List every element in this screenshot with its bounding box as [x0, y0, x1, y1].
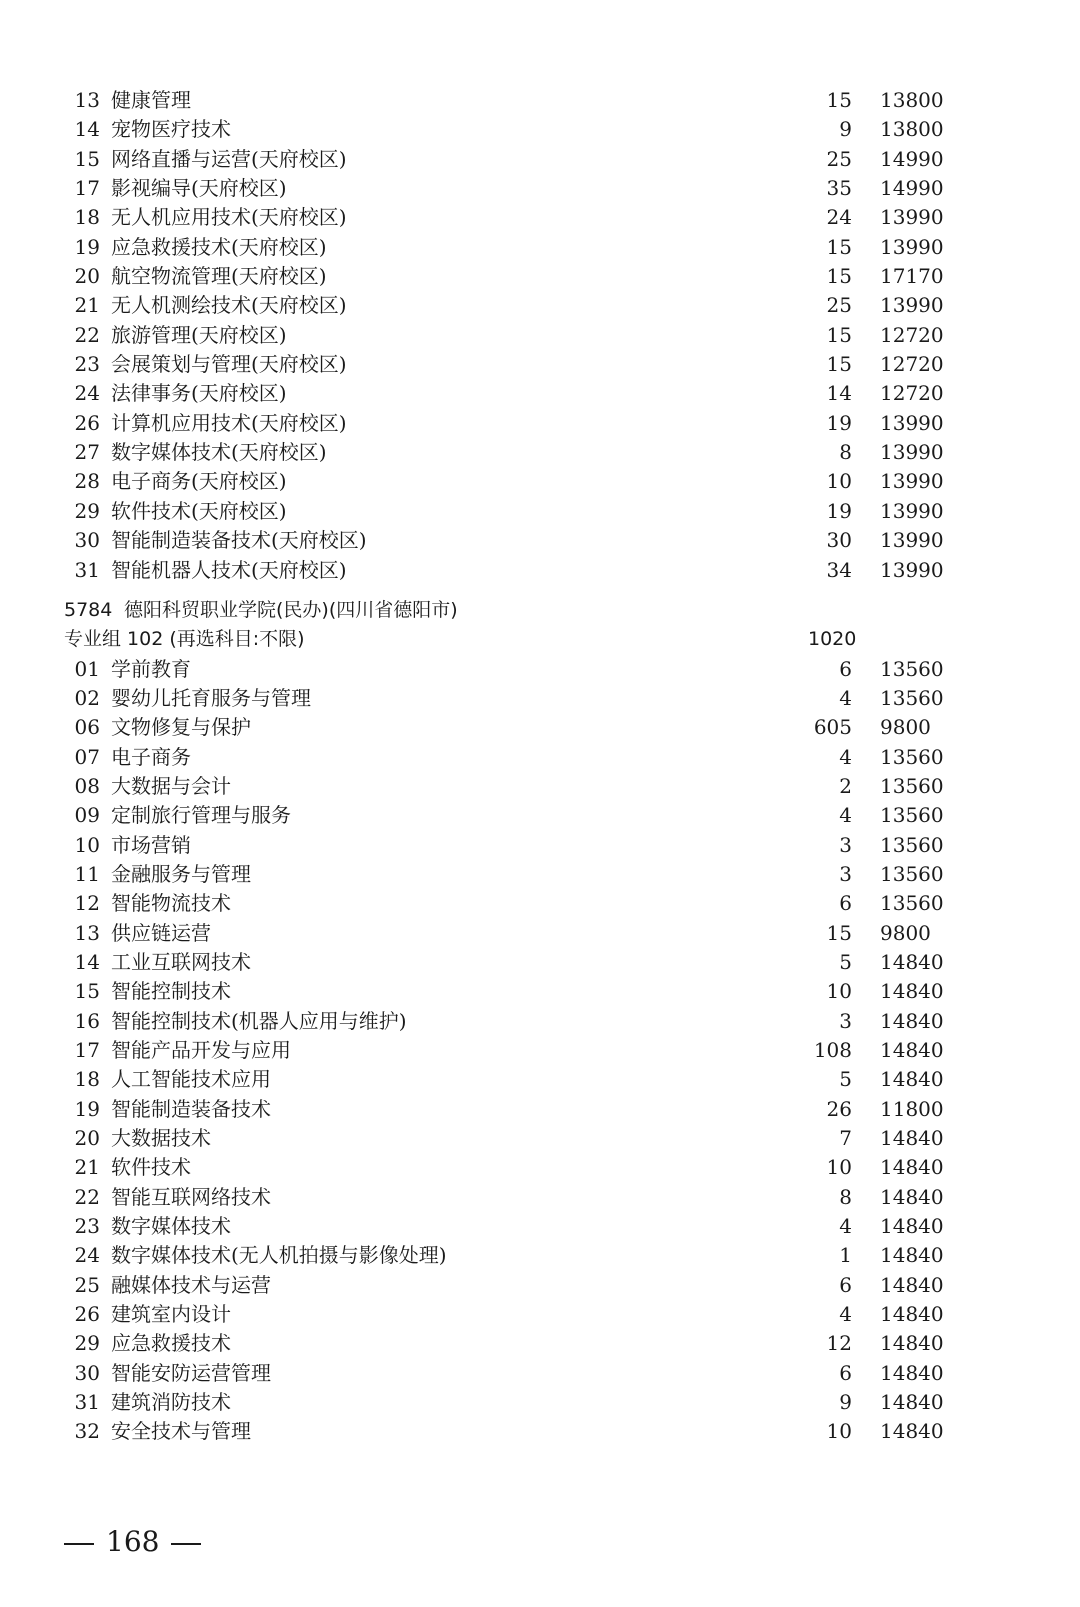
table-row [0, 1095, 1080, 1124]
major-code: 10 [74, 832, 100, 857]
plan-count: 3 [839, 1008, 852, 1033]
table-row [0, 1271, 1080, 1300]
plan-count: 6 [839, 656, 852, 681]
tuition-fee: 14840 [880, 1390, 944, 1415]
tuition-fee: 14840 [880, 1008, 944, 1033]
major-name: 电子商务(天府校区) [111, 469, 287, 494]
major-name: 电子商务 [111, 744, 191, 769]
table-row [0, 1065, 1080, 1094]
plan-count: 26 [826, 1096, 852, 1121]
table-row [0, 262, 1080, 291]
tuition-fee: 13560 [880, 656, 944, 681]
major-name: 文物修复与保护 [111, 715, 251, 740]
tuition-fee: 13990 [880, 528, 944, 553]
tuition-fee: 14840 [880, 949, 944, 974]
major-name: 应急救援技术 [111, 1331, 231, 1356]
major-name: 宠物医疗技术 [111, 117, 231, 142]
plan-count: 15 [826, 264, 852, 289]
plan-count: 9 [839, 1390, 852, 1415]
tuition-fee: 13560 [880, 803, 944, 828]
major-code: 32 [74, 1419, 100, 1444]
major-name: 建筑室内设计 [111, 1302, 231, 1327]
plan-count: 15 [826, 352, 852, 377]
major-name: 应急救援技术(天府校区) [111, 234, 327, 259]
table-row [0, 145, 1080, 174]
plan-count: 3 [839, 861, 852, 886]
table-row [0, 203, 1080, 232]
plan-count: 10 [826, 1419, 852, 1444]
table-row [0, 743, 1080, 772]
major-name: 工业互联网技术 [111, 949, 251, 974]
major-code: 06 [74, 715, 100, 740]
tuition-fee: 14840 [880, 1038, 944, 1062]
major-code: 21 [74, 1155, 100, 1180]
tuition-fee: 12720 [880, 352, 944, 377]
plan-count: 35 [826, 176, 852, 201]
major-name: 学前教育 [111, 656, 191, 681]
plan-count: 4 [839, 803, 852, 828]
major-code: 01 [74, 656, 100, 681]
institution-name: 德阳科贸职业学院(民办)(四川省德阳市) [124, 598, 458, 621]
plan-count: 1 [839, 1243, 852, 1268]
major-name: 数字媒体技术 [111, 1214, 231, 1239]
major-code: 13 [74, 920, 100, 945]
major-code: 22 [74, 1184, 100, 1209]
major-code: 31 [74, 557, 100, 582]
table-row [0, 409, 1080, 438]
tuition-fee: 13990 [880, 498, 944, 523]
table-row [0, 350, 1080, 379]
major-name: 会展策划与管理(天府校区) [111, 352, 347, 377]
table-row [0, 1241, 1080, 1270]
major-code: 26 [74, 1302, 100, 1327]
tuition-fee: 13560 [880, 891, 944, 916]
table-row [0, 556, 1080, 585]
tuition-fee: 14840 [880, 1243, 944, 1268]
plan-count: 5 [839, 949, 852, 974]
major-name: 市场营销 [111, 832, 191, 857]
tuition-fee: 12720 [880, 322, 944, 347]
plan-count: 108 [813, 1038, 852, 1062]
tuition-fee: 14840 [880, 1214, 944, 1239]
tuition-fee: 14840 [880, 1067, 944, 1092]
major-code: 17 [74, 1038, 100, 1062]
plan-count: 6 [839, 1272, 852, 1297]
major-name: 建筑消防技术 [111, 1390, 231, 1415]
tuition-fee: 13990 [880, 234, 944, 259]
table-row [0, 526, 1080, 555]
major-code: 09 [74, 803, 100, 828]
plan-count: 25 [826, 146, 852, 171]
major-code: 24 [74, 381, 100, 406]
table-row [0, 860, 1080, 889]
major-name: 大数据与会计 [111, 773, 231, 798]
tuition-fee: 13990 [880, 557, 944, 582]
table-row [0, 919, 1080, 948]
major-name: 无人机应用技术(天府校区) [111, 205, 347, 230]
plan-count: 2 [839, 773, 852, 798]
tuition-fee: 9800 [880, 715, 931, 740]
major-name: 智能物流技术 [111, 891, 231, 916]
major-name: 大数据技术 [111, 1126, 211, 1151]
tuition-fee: 13560 [880, 685, 944, 710]
table-row [0, 1300, 1080, 1329]
major-name: 软件技术 [111, 1155, 191, 1180]
major-name: 智能制造装备技术(天府校区) [111, 528, 367, 553]
tuition-fee: 14840 [880, 1126, 944, 1151]
group-total: 1020 [808, 628, 857, 651]
second-major-block [0, 655, 1080, 1447]
major-name: 数字媒体技术(无人机拍摄与影像处理) [111, 1243, 447, 1268]
table-row [0, 115, 1080, 144]
tuition-fee: 11800 [880, 1096, 944, 1121]
major-code: 14 [74, 117, 100, 142]
tuition-fee: 14840 [880, 1272, 944, 1297]
major-name: 智能安防运营管理 [111, 1360, 271, 1385]
major-code: 16 [74, 1008, 100, 1033]
major-code: 25 [74, 1272, 100, 1297]
footer-dash-left [64, 1543, 94, 1545]
footer-dash-right [171, 1543, 201, 1545]
major-code: 27 [74, 440, 100, 465]
table-row [0, 1329, 1080, 1358]
table-row [0, 1417, 1080, 1446]
major-code: 11 [74, 861, 100, 886]
table-row [0, 379, 1080, 408]
plan-count: 10 [826, 469, 852, 494]
table-row [0, 1388, 1080, 1417]
tuition-fee: 13990 [880, 440, 944, 465]
major-name: 航空物流管理(天府校区) [111, 264, 327, 289]
major-code: 29 [74, 498, 100, 523]
major-name: 定制旅行管理与服务 [111, 803, 291, 828]
major-code: 08 [74, 773, 100, 798]
table-row [0, 772, 1080, 801]
major-code: 07 [74, 744, 100, 769]
major-code: 14 [74, 949, 100, 974]
major-code: 02 [74, 685, 100, 710]
institution-header [0, 596, 1080, 625]
major-code: 12 [74, 891, 100, 916]
plan-count: 6 [839, 891, 852, 916]
table-row [0, 86, 1080, 115]
major-name: 智能机器人技术(天府校区) [111, 557, 347, 582]
plan-count: 34 [826, 557, 852, 582]
page-number: 168 [106, 1525, 160, 1558]
table-row [0, 1124, 1080, 1153]
tuition-fee: 14840 [880, 1155, 944, 1180]
table-row [0, 467, 1080, 496]
plan-count: 15 [826, 234, 852, 259]
table-row [0, 684, 1080, 713]
major-code: 31 [74, 1390, 100, 1415]
plan-count: 4 [839, 744, 852, 769]
table-row [0, 174, 1080, 203]
plan-count: 5 [839, 1067, 852, 1092]
table-row [0, 291, 1080, 320]
major-name: 计算机应用技术(天府校区) [111, 410, 347, 435]
tuition-fee: 14840 [880, 1331, 944, 1356]
plan-count: 3 [839, 832, 852, 857]
tuition-fee: 13990 [880, 410, 944, 435]
major-code: 18 [74, 1067, 100, 1092]
table-row [0, 1183, 1080, 1212]
major-code: 20 [74, 264, 100, 289]
tuition-fee: 14990 [880, 146, 944, 171]
plan-count: 19 [826, 410, 852, 435]
table-row [0, 831, 1080, 860]
table-row [0, 1153, 1080, 1182]
tuition-fee: 13560 [880, 861, 944, 886]
table-row [0, 1007, 1080, 1036]
table-row [0, 1359, 1080, 1388]
plan-count: 10 [826, 1155, 852, 1180]
major-name: 人工智能技术应用 [111, 1067, 271, 1092]
plan-count: 24 [826, 205, 852, 230]
major-name: 法律事务(天府校区) [111, 381, 287, 406]
major-code: 18 [74, 205, 100, 230]
plan-count: 8 [839, 1184, 852, 1209]
major-code: 19 [74, 234, 100, 259]
major-code: 13 [74, 88, 100, 112]
page-footer [64, 1522, 201, 1562]
table-row [0, 713, 1080, 742]
plan-count: 4 [839, 1302, 852, 1327]
plan-count: 6 [839, 1360, 852, 1385]
major-code: 15 [74, 979, 100, 1004]
table-row [0, 948, 1080, 977]
tuition-fee: 13560 [880, 773, 944, 798]
table-row [0, 655, 1080, 684]
tuition-fee: 13560 [880, 832, 944, 857]
major-code: 29 [74, 1331, 100, 1356]
major-code: 23 [74, 352, 100, 377]
major-code: 15 [74, 146, 100, 171]
tuition-fee: 13800 [880, 88, 944, 112]
major-name: 智能产品开发与应用 [111, 1038, 291, 1062]
plan-count: 8 [839, 440, 852, 465]
major-name: 旅游管理(天府校区) [111, 322, 287, 347]
major-code: 28 [74, 469, 100, 494]
major-name: 健康管理 [111, 88, 191, 112]
major-name: 数字媒体技术(天府校区) [111, 440, 327, 465]
plan-count: 19 [826, 498, 852, 523]
tuition-fee: 14840 [880, 1302, 944, 1327]
tuition-fee: 13990 [880, 205, 944, 230]
tuition-fee: 14840 [880, 1184, 944, 1209]
plan-count: 4 [839, 685, 852, 710]
major-code: 19 [74, 1096, 100, 1121]
table-row [0, 438, 1080, 467]
major-code: 30 [74, 528, 100, 553]
major-name: 融媒体技术与运营 [111, 1272, 271, 1297]
major-name: 供应链运营 [111, 920, 211, 945]
major-code: 23 [74, 1214, 100, 1239]
group-label: 专业组 102 (再选科目:不限) [64, 628, 305, 651]
major-group-header [0, 625, 1080, 654]
tuition-fee: 14840 [880, 1360, 944, 1385]
tuition-fee: 14990 [880, 176, 944, 201]
major-name: 智能互联网络技术 [111, 1184, 271, 1209]
major-name: 网络直播与运营(天府校区) [111, 146, 347, 171]
major-code: 26 [74, 410, 100, 435]
plan-count: 15 [826, 88, 852, 112]
tuition-fee: 12720 [880, 381, 944, 406]
major-name: 影视编导(天府校区) [111, 176, 287, 201]
tuition-fee: 14840 [880, 979, 944, 1004]
major-code: 17 [74, 176, 100, 201]
plan-count: 15 [826, 920, 852, 945]
table-row [0, 497, 1080, 526]
plan-count: 605 [813, 715, 852, 740]
tuition-fee: 13560 [880, 744, 944, 769]
plan-count: 4 [839, 1214, 852, 1239]
tuition-fee: 13800 [880, 117, 944, 142]
major-code: 20 [74, 1126, 100, 1151]
major-name: 安全技术与管理 [111, 1419, 251, 1444]
institution-code: 5784 [64, 598, 113, 621]
major-code: 22 [74, 322, 100, 347]
table-row [0, 977, 1080, 1006]
plan-count: 30 [826, 528, 852, 553]
major-code: 24 [74, 1243, 100, 1268]
plan-count: 9 [839, 117, 852, 142]
table-row [0, 1212, 1080, 1241]
plan-count: 14 [826, 381, 852, 406]
major-name: 智能控制技术 [111, 979, 231, 1004]
major-name: 软件技术(天府校区) [111, 498, 287, 523]
major-name: 智能控制技术(机器人应用与维护) [111, 1008, 407, 1033]
plan-count: 25 [826, 293, 852, 318]
tuition-fee: 13990 [880, 469, 944, 494]
table-row [0, 321, 1080, 350]
major-name: 无人机测绘技术(天府校区) [111, 293, 347, 318]
tuition-fee: 9800 [880, 920, 931, 945]
first-major-block [0, 86, 1080, 585]
table-row [0, 233, 1080, 262]
table-row [0, 1036, 1080, 1065]
major-name: 婴幼儿托育服务与管理 [111, 685, 311, 710]
plan-count: 10 [826, 979, 852, 1004]
table-row [0, 801, 1080, 830]
major-name: 智能制造装备技术 [111, 1096, 271, 1121]
major-code: 30 [74, 1360, 100, 1385]
enrollment-table [0, 86, 1080, 1447]
tuition-fee: 14840 [880, 1419, 944, 1444]
table-row [0, 889, 1080, 918]
tuition-fee: 13990 [880, 293, 944, 318]
major-code: 21 [74, 293, 100, 318]
plan-count: 12 [826, 1331, 852, 1356]
major-name: 金融服务与管理 [111, 861, 251, 886]
plan-count: 15 [826, 322, 852, 347]
tuition-fee: 17170 [880, 264, 944, 289]
plan-count: 7 [839, 1126, 852, 1151]
